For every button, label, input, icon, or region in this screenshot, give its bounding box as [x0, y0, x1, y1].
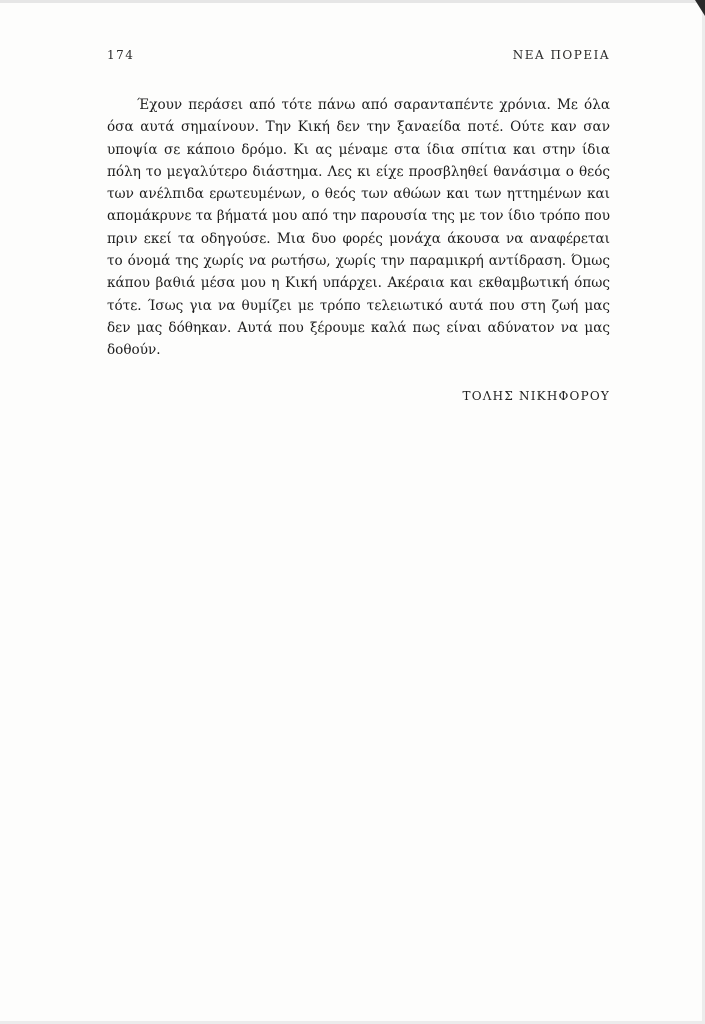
page-header	[107, 48, 610, 68]
body-paragraph: Έχουν περάσει από τότε πάνω από σαρανταπέντε χρόνια. Με όλα όσα αυτά σημαίνουν. Την Κική δεν την ξαναείδα ποτέ. Ούτε καν σαν υποψία σε κάποιο δρόμο. Κι ας μέναμε στα ίδια σπίτια και στην ίδια πόλη το μεγαλύτερο διάστημα. Λες κι είχε προσβληθεί θανάσιμα ο θεός των ανέλπιδα ερωτευμένων, ο θεός των αθώων και των ηττημένων και απομάκρυνε τα βήματά μου από την παρουσία της με τον ίδιο τρόπο που πριν εκεί τα οδηγούσε. Μια δυο φορές μονάχα άκουσα να αναφέρεται το όνομά της χωρίς να ρωτήσω, χωρίς την παραμικρή αντίδραση. Όμως κάπου βαθιά μέσα μου η Κική υπάρχει. Ακέραια και εκθαμβωτική όπως τότε. Ίσως για να θυμίζει με τρόπο τελειωτικό αυτά που στη ζωή μας δεν μας δόθηκαν. Αυτά που ξέρουμε καλά πως είναι αδύνατον να μας δοθούν.	[107, 97, 610, 359]
page-number: 174	[107, 48, 135, 62]
running-title: ΝΕΑ ΠΟΡΕΙΑ	[512, 48, 610, 62]
scan-edge-top	[0, 0, 705, 3]
scan-corner-mark	[695, 0, 705, 16]
author-signature: ΤΟΛΗΣ ΝΙΚΗΦΟΡΟΥ	[462, 389, 610, 403]
